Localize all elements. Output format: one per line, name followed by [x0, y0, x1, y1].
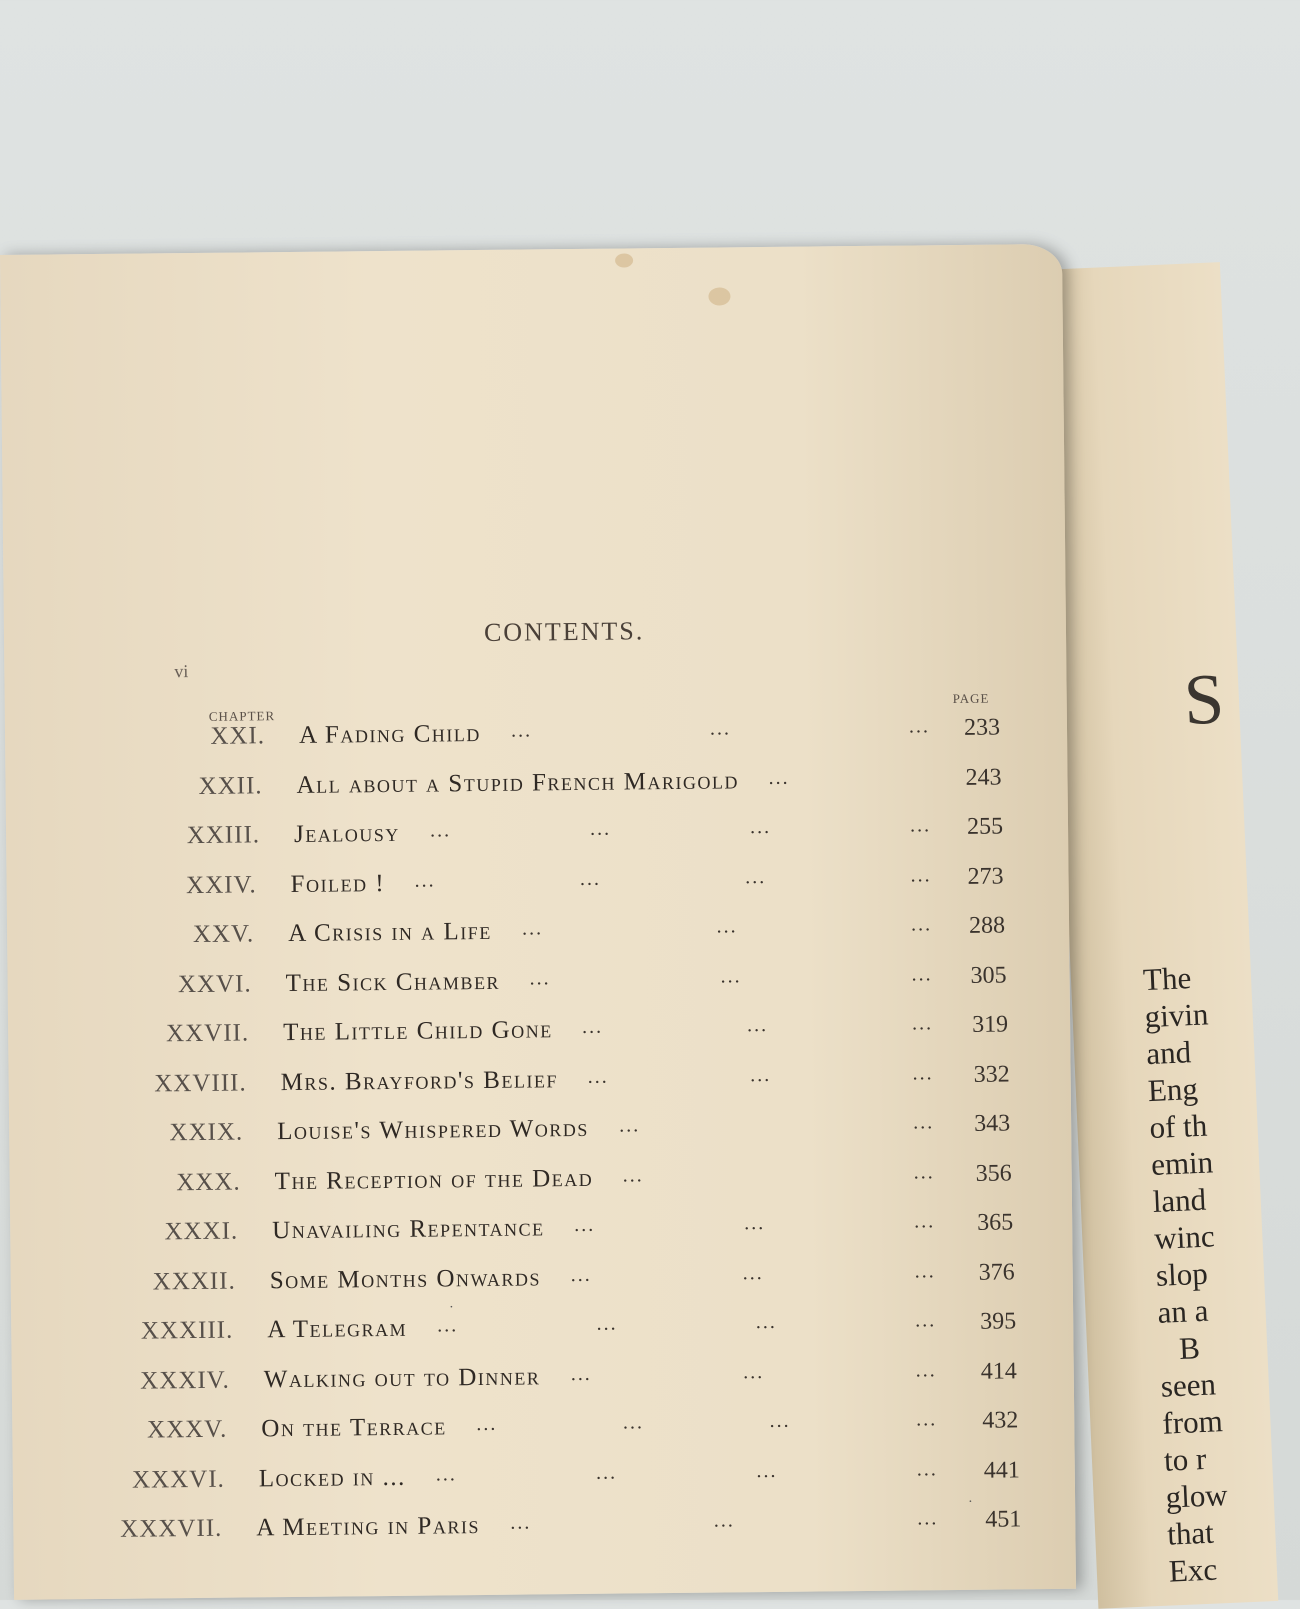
leader-dots: ... — [574, 1213, 596, 1237]
dot-leaders — [522, 913, 932, 940]
dot-leaders — [571, 1359, 937, 1386]
facing-page-line: givin — [1143, 996, 1210, 1035]
facing-page-line: The — [1142, 960, 1192, 998]
dot-leaders — [414, 864, 931, 892]
leader-dots: ... — [912, 1061, 934, 1084]
leader-dots: ... — [744, 1212, 766, 1235]
facing-page — [1040, 262, 1278, 1609]
chapter-page-number: 343 — [974, 1110, 1011, 1137]
leader-dots: ... — [589, 817, 612, 840]
dot-leaders — [529, 963, 932, 990]
leader-dots: ... — [908, 715, 931, 738]
toc-entry — [11, 1258, 1073, 1309]
chapter-title: Mrs. Brayford's Belief — [280, 1065, 559, 1096]
facing-page-line: glow — [1164, 1476, 1229, 1515]
chapter-page-number: 395 — [980, 1308, 1017, 1335]
speck: · — [448, 1300, 454, 1316]
leader-dots: ... — [570, 1263, 592, 1286]
chapter-number: XXV. — [192, 920, 255, 949]
leader-dots: ... — [914, 1259, 936, 1282]
chapter-page-number: 233 — [963, 714, 1001, 741]
leader-dots: ... — [622, 1163, 644, 1187]
leader-dots: ... — [720, 964, 742, 987]
toc-entry — [12, 1407, 1074, 1458]
foxing-stain — [615, 253, 633, 267]
page-title: CONTENTS. — [483, 616, 645, 647]
facing-page-line: from — [1161, 1403, 1224, 1441]
chapter-title: Foiled ! — [290, 869, 386, 898]
leader-dots: ... — [414, 868, 436, 892]
chapter-title: A Telegram — [267, 1314, 408, 1344]
leader-dots: ... — [915, 1309, 937, 1332]
page-number: vi — [174, 661, 189, 682]
toc-entry — [10, 1209, 1072, 1260]
chapter-page-number: 332 — [973, 1060, 1010, 1088]
toc-entry — [9, 1110, 1071, 1161]
chapter-title: A Fading Child — [298, 719, 481, 749]
facing-page-line: Exc — [1168, 1551, 1218, 1589]
chapter-number: XXX. — [176, 1168, 241, 1196]
facing-page-line: of th — [1148, 1107, 1208, 1146]
chapter-column-label: CHAPTER — [208, 708, 276, 724]
toc-entry — [6, 813, 1068, 864]
leader-dots: ... — [619, 1114, 641, 1137]
toc-entry — [7, 912, 1069, 963]
chapter-number: XXXI. — [164, 1217, 239, 1246]
chapter-title: The Sick Chamber — [285, 967, 501, 997]
leader-dots: ... — [769, 1409, 791, 1433]
leader-dots: ... — [529, 966, 551, 989]
leader-dots: ... — [476, 1412, 498, 1436]
chapter-number: XXVIII. — [154, 1068, 247, 1097]
dot-leaders — [623, 1161, 935, 1187]
chapter-title: On the Terrace — [261, 1413, 447, 1443]
leader-dots: ... — [911, 962, 933, 985]
facing-page-text — [1142, 956, 1299, 1590]
facing-page-line: and — [1145, 1034, 1192, 1072]
dot-leaders — [619, 1111, 934, 1137]
chapter-number: XXXVI. — [131, 1465, 225, 1494]
dot-leaders — [588, 1062, 934, 1089]
dot-leaders — [511, 715, 930, 742]
toc-entry — [8, 1011, 1070, 1062]
leader-dots: ... — [510, 719, 533, 742]
leader-dots: ... — [910, 863, 932, 886]
facing-page-line: emin — [1150, 1144, 1214, 1182]
dot-leaders — [437, 1309, 936, 1337]
leader-dots: ... — [749, 815, 772, 839]
leader-dots: ... — [587, 1065, 609, 1088]
chapter-page-number: 365 — [977, 1209, 1014, 1236]
leader-dots: ... — [742, 1261, 764, 1284]
chapter-title: Locked in ... — [258, 1463, 406, 1492]
facing-page-initial: S — [1182, 658, 1226, 741]
chapter-number: XXIII. — [186, 821, 261, 850]
chapter-title: The Reception of the Dead — [274, 1164, 594, 1195]
dot-leaders — [571, 1260, 936, 1287]
facing-page-line: that — [1166, 1514, 1215, 1552]
chapter-number: XXXII. — [152, 1267, 236, 1295]
toc-entry — [12, 1357, 1074, 1408]
dot-leaders — [476, 1408, 937, 1436]
facing-page-line: to r — [1163, 1440, 1207, 1478]
dot-leaders — [510, 1507, 938, 1534]
leader-dots: ... — [595, 1461, 618, 1484]
chapter-number: XXXVII. — [120, 1514, 223, 1543]
dot-leaders — [768, 765, 930, 790]
chapter-page-number: 243 — [965, 764, 1002, 791]
chapter-title: Unavailing Repentance — [272, 1214, 545, 1245]
chapter-title: Walking out to Dinner — [263, 1362, 541, 1393]
leader-dots: ... — [755, 1310, 777, 1334]
chapter-page-number: 356 — [975, 1159, 1012, 1187]
leader-dots: ... — [756, 1459, 778, 1482]
leader-dots: ... — [916, 1408, 938, 1431]
dot-leaders — [430, 814, 931, 842]
foxing-stain — [708, 287, 730, 305]
dot-leaders — [436, 1458, 938, 1486]
leader-dots: ... — [745, 865, 767, 888]
chapter-page-number: 273 — [967, 863, 1004, 890]
leader-dots: ... — [510, 1511, 532, 1534]
chapter-page-number: 319 — [971, 1011, 1009, 1038]
chapter-number: XXXV. — [146, 1415, 228, 1444]
chapter-page-number: 441 — [983, 1456, 1020, 1484]
toc-entry — [10, 1159, 1072, 1210]
speck: · — [968, 1494, 973, 1510]
toc-entry — [5, 763, 1067, 814]
toc-entry — [13, 1506, 1075, 1557]
chapter-page-number: 255 — [966, 813, 1004, 840]
chapter-page-number: 414 — [980, 1357, 1017, 1385]
dot-leaders — [582, 1012, 933, 1039]
toc-entry — [11, 1308, 1073, 1359]
chapter-number: XXII. — [198, 771, 263, 800]
chapter-title: All about a Stupid French Marigold — [296, 766, 740, 799]
leader-dots: ... — [768, 766, 790, 789]
toc-entry — [13, 1456, 1075, 1507]
page-column-label: PAGE — [952, 690, 990, 707]
toc-entry — [8, 961, 1070, 1012]
chapter-number: XXXIV. — [140, 1366, 230, 1395]
leader-dots: ... — [521, 917, 544, 940]
toc-entry — [5, 714, 1067, 765]
chapter-page-number: 288 — [968, 912, 1006, 939]
facing-page-line: an a — [1156, 1292, 1210, 1330]
leader-dots: ... — [913, 1111, 935, 1134]
contents-page — [0, 244, 1076, 1600]
chapter-title: Louise's Whispered Words — [277, 1114, 589, 1146]
chapter-page-number: 376 — [978, 1258, 1015, 1286]
chapter-number: XXIV. — [185, 870, 257, 899]
chapter-number: XXIX. — [169, 1118, 244, 1147]
dot-leaders — [574, 1210, 935, 1237]
leader-dots: ... — [570, 1362, 592, 1385]
leader-dots: ... — [916, 1457, 938, 1480]
leader-dots: ... — [911, 1012, 934, 1035]
leader-dots: ... — [437, 1314, 459, 1337]
chapter-title: A Crisis in a Life — [287, 917, 492, 948]
chapter-title: The Little Child Gone — [283, 1016, 553, 1047]
chapter-page-number: 305 — [970, 961, 1007, 989]
leader-dots: ... — [909, 814, 932, 837]
chapter-number: XXVI. — [177, 969, 252, 998]
facing-page-line: winc — [1153, 1218, 1216, 1256]
leader-dots: ... — [429, 819, 452, 842]
leader-dots: ... — [915, 1358, 937, 1381]
leader-dots: ... — [743, 1360, 765, 1383]
facing-page-line: seen — [1160, 1366, 1217, 1404]
facing-page-line: slop — [1155, 1255, 1209, 1293]
chapter-number: XXVII. — [165, 1019, 250, 1048]
chapter-page-number: 432 — [982, 1407, 1019, 1434]
leader-dots: ... — [582, 1015, 604, 1038]
leader-dots: ... — [435, 1462, 457, 1486]
leader-dots: ... — [914, 1210, 936, 1233]
chapter-page-number: 451 — [985, 1506, 1022, 1533]
leader-dots: ... — [913, 1160, 935, 1183]
leader-dots: ... — [579, 867, 602, 890]
leader-dots: ... — [917, 1507, 939, 1530]
leader-dots: ... — [622, 1411, 645, 1434]
leader-dots: ... — [750, 1063, 772, 1086]
chapter-number: XXI. — [210, 722, 266, 750]
leader-dots: ... — [746, 1013, 769, 1037]
toc-entry — [9, 1060, 1071, 1111]
facing-page-line: Eng — [1147, 1070, 1199, 1109]
facing-page-line: B — [1178, 1330, 1201, 1366]
chapter-number: XXXIII. — [140, 1316, 234, 1345]
leader-dots: ... — [716, 915, 738, 938]
leader-dots: ... — [713, 1509, 735, 1532]
chapter-title: Some Months Onwards — [269, 1263, 542, 1294]
toc-entry — [6, 862, 1068, 913]
leader-dots: ... — [596, 1312, 618, 1335]
chapter-title: Jealousy — [293, 819, 400, 848]
facing-page-line: land — [1151, 1181, 1207, 1219]
leader-dots: ... — [910, 913, 933, 936]
chapter-title: A Meeting in Paris — [256, 1512, 481, 1542]
leader-dots: ... — [709, 717, 732, 740]
